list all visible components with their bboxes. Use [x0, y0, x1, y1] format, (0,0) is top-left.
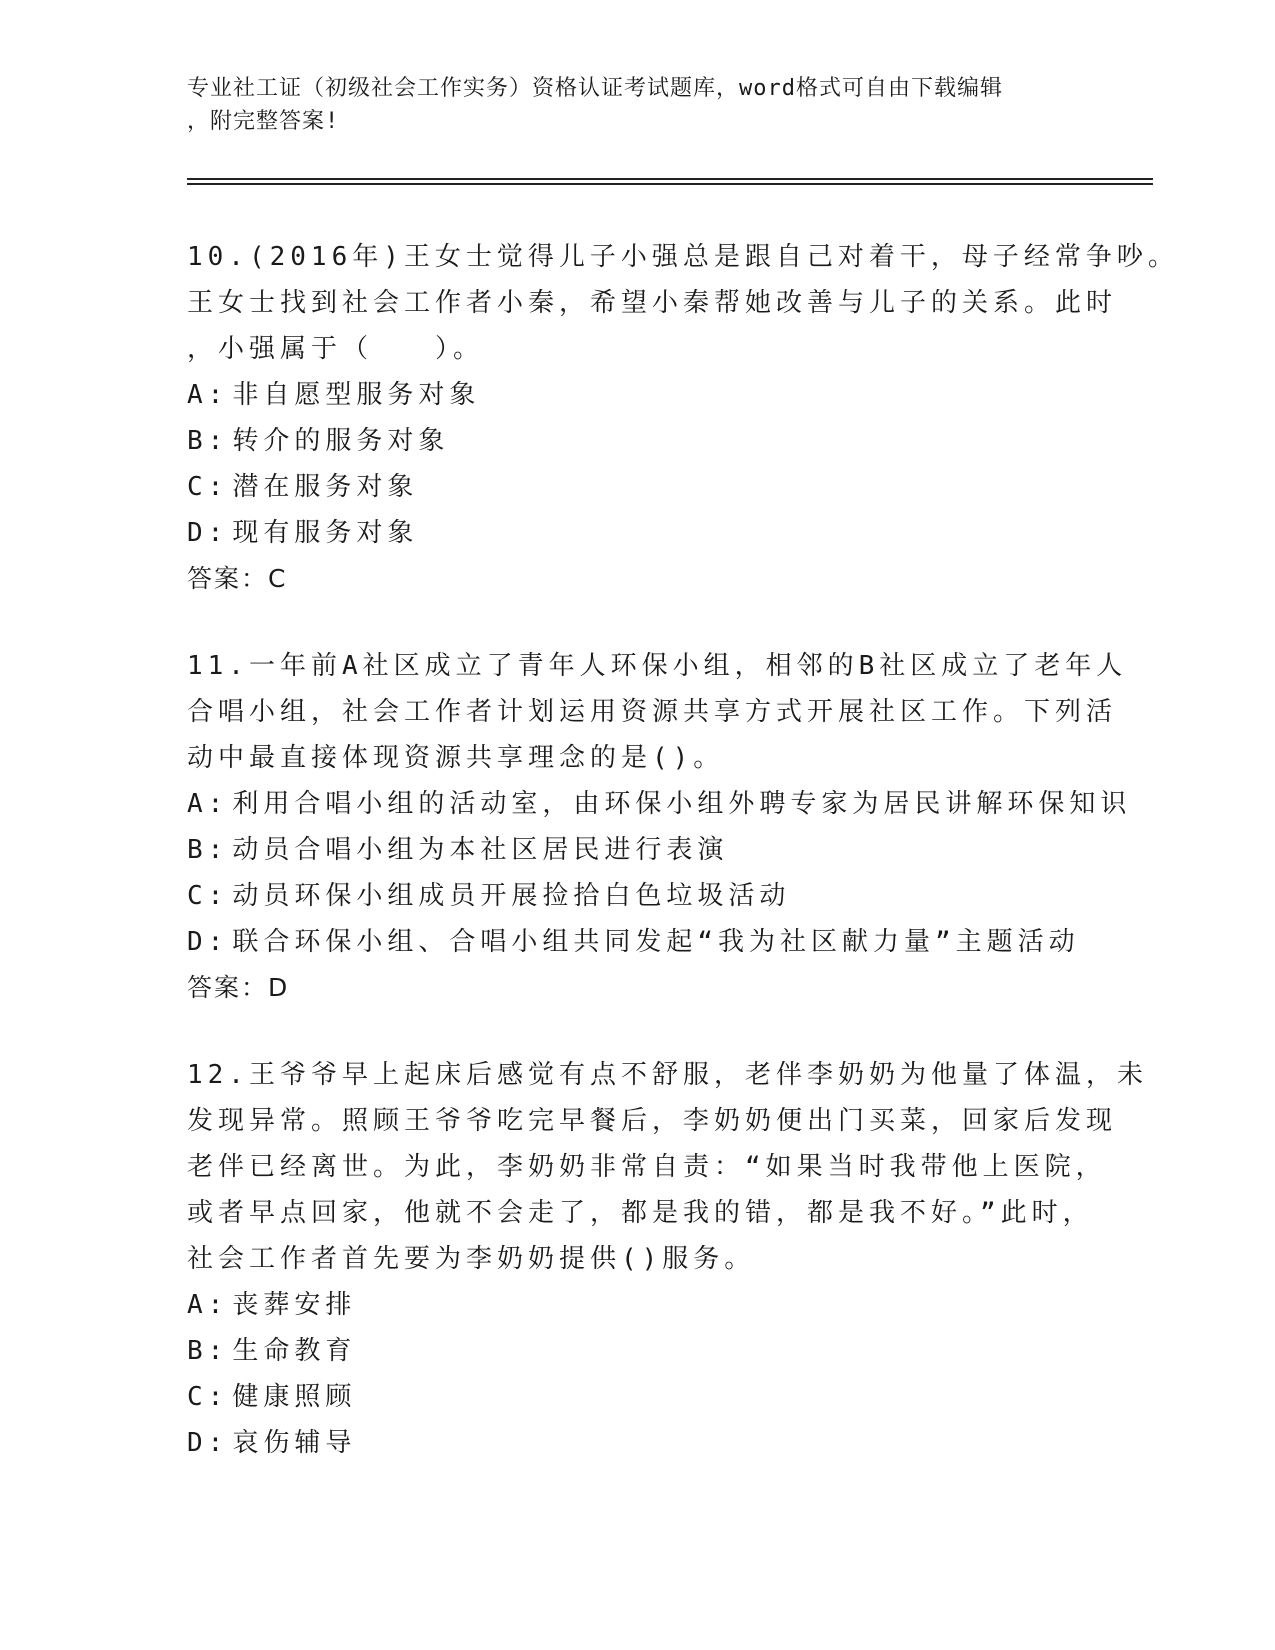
header-line-2: ，附完整答案! [187, 109, 340, 134]
header-divider-bottom [187, 183, 1153, 185]
option-text: 哀伤辅导 [232, 1428, 357, 1458]
option-d [187, 510, 1087, 556]
question-text [187, 643, 1128, 781]
option-label: C: [187, 1382, 229, 1412]
option-label: A: [187, 789, 229, 819]
option-text: 潜在服务对象 [232, 472, 419, 502]
option-c [187, 873, 1087, 919]
option-label: B: [187, 1336, 229, 1366]
option-b [187, 1328, 1087, 1374]
question-text [187, 234, 1179, 372]
question-10 [187, 234, 1179, 602]
option-a [187, 781, 1132, 827]
option-label: A: [187, 380, 229, 410]
option-label: B: [187, 426, 229, 456]
question-line: 动中最直接体现资源共享理念的是()。 [187, 743, 725, 773]
question-line: 发现异常。照顾王爷爷吃完早餐后，李奶奶便出门买菜，回家后发现 [187, 1106, 1118, 1136]
option-b [187, 418, 1087, 464]
option-text: 健康照顾 [232, 1382, 357, 1412]
question-line: 老伴已经离世。为此，李奶奶非常自责：“如果当时我带他上医院， [187, 1152, 1107, 1182]
option-label: D: [187, 927, 229, 957]
document-header [187, 72, 1067, 138]
option-text: 现有服务对象 [232, 518, 419, 548]
question-11 [187, 643, 1132, 1011]
option-text: 生命教育 [232, 1336, 357, 1366]
option-d [187, 1420, 1087, 1466]
question-line: 10.(2016年)王女士觉得儿子小强总是跟自己对着干，母子经常争吵。 [187, 242, 1179, 272]
option-c [187, 1374, 1087, 1420]
option-b [187, 827, 1087, 873]
option-text: 动员合唱小组为本社区居民进行表演 [232, 835, 729, 865]
option-d [187, 919, 1087, 965]
option-text: 动员环保小组成员开展捡拾白色垃圾活动 [232, 881, 791, 911]
question-line: 王女士找到社会工作者小秦，希望小秦帮她改善与儿子的关系。此时 [187, 288, 1118, 318]
question-text [187, 1052, 1148, 1282]
option-a [187, 372, 1087, 418]
option-label: C: [187, 472, 229, 502]
option-text: 联合环保小组、合唱小组共同发起“我为社区献力量”主题活动 [232, 927, 1080, 957]
answer-line: 答案：D [187, 973, 290, 1002]
question-line: ，小强属于（ ）。 [187, 334, 485, 364]
option-label: A: [187, 1290, 229, 1320]
option-text: 丧葬安排 [232, 1290, 357, 1320]
header-line-1: 专业社工证（初级社会工作实务）资格认证考试题库，word格式可自由下载编辑 [187, 76, 1003, 101]
option-label: D: [187, 1428, 229, 1458]
question-line: 社会工作者首先要为李奶奶提供()服务。 [187, 1244, 756, 1274]
question-line: 11.一年前A社区成立了青年人环保小组，相邻的B社区成立了老年人 [187, 651, 1128, 681]
option-c [187, 464, 1087, 510]
question-line: 合唱小组，社会工作者计划运用资源共享方式开展社区工作。下列活 [187, 697, 1118, 727]
option-label: D: [187, 518, 229, 548]
answer-line: 答案：C [187, 564, 288, 593]
option-text: 利用合唱小组的活动室，由环保小组外聘专家为居民讲解环保知识 [232, 789, 1132, 819]
option-text: 转介的服务对象 [232, 426, 450, 456]
question-line: 或者早点回家，他就不会走了，都是我的错，都是我不好。”此时， [187, 1198, 1094, 1228]
option-label: B: [187, 835, 229, 865]
option-label: C: [187, 881, 229, 911]
option-a [187, 1282, 1087, 1328]
header-divider-top [187, 178, 1153, 180]
question-line: 12.王爷爷早上起床后感觉有点不舒服，老伴李奶奶为他量了体温，未 [187, 1060, 1148, 1090]
question-12 [187, 1052, 1148, 1466]
option-text: 非自愿型服务对象 [232, 380, 481, 410]
